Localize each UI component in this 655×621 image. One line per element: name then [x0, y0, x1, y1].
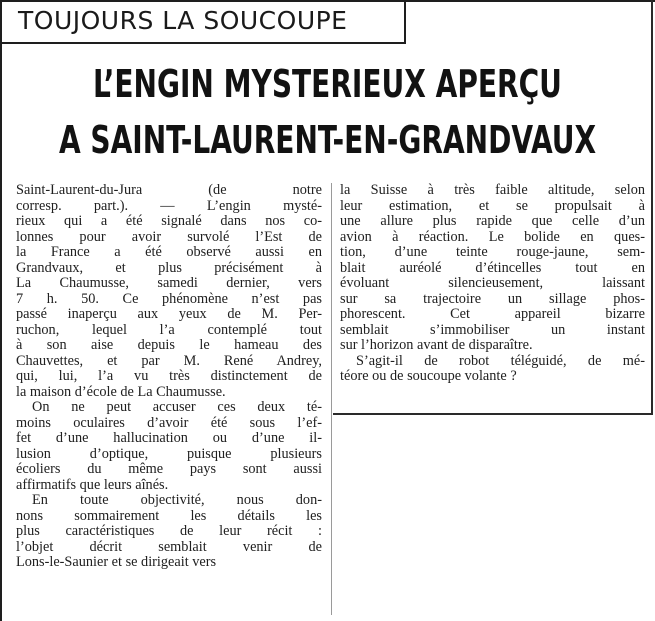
article-line: tion, d’une teinte rouge-jaune, sem- — [340, 245, 645, 260]
article-line: qui, lui, l’a vu très distinctement de — [16, 369, 322, 384]
article-line: corresp. part.). — L’engin mysté- — [16, 198, 322, 214]
article-line: évoluant silencieusement, laissant — [340, 276, 645, 291]
article-line: fet d’une hallucination ou d’une il- — [16, 431, 322, 446]
rubric-box — [2, 2, 406, 44]
article-line: rieux qui a été signalé dans nos co- — [16, 214, 322, 229]
frame-right-rule — [651, 0, 653, 414]
article-line: Grandvaux, et plus précisément à — [16, 260, 322, 276]
article-line: Chauvettes, et par M. René Andrey, — [16, 353, 322, 369]
article-line: moins oculaires d’avoir été sous l’ef- — [16, 415, 322, 431]
article-line: Lons-le-Saunier et se dirigeait vers — [16, 555, 217, 570]
article-line: leur estimation, et se propulsait à — [340, 198, 645, 214]
article-line: blait auréolé d’étincelles tout en — [340, 260, 645, 276]
article-line: La Chaumusse, samedi dernier, vers — [16, 276, 322, 291]
article-line: phorescent. Cet appareil bizarre — [340, 307, 645, 322]
article-line: On ne peut accuser ces deux té- — [32, 400, 322, 415]
article-line: sur l’horizon avant de disparaître. — [340, 338, 533, 353]
article-line: sur sa trajectoire un sillage phos- — [340, 291, 645, 307]
article-line: la Suisse à très faible altitude, selon — [340, 183, 645, 198]
article-line: à son aise depuis le hameau des — [16, 338, 322, 353]
article-line: la France a été observé aussi en — [16, 245, 322, 260]
article-line: S’agit-il de robot téléguidé, de mé- — [356, 353, 645, 369]
column-end-rule — [333, 413, 653, 415]
article-line: ruchon, lequel l’a contemplé tout — [16, 322, 322, 338]
article-line: la maison d’école de La Chaumusse. — [16, 384, 226, 400]
article-line: 7 h. 50. Ce phénomène n’est pas — [16, 291, 322, 307]
rubric-title: TOUJOURS LA SOUCOUPE — [18, 6, 348, 35]
column-divider — [331, 183, 332, 615]
article-line: lonnes pour avoir survolé l’Est de — [16, 229, 322, 245]
article-line: une allure plus rapide que celle d’un — [340, 214, 645, 229]
article-line: En toute objectivité, nous don- — [32, 493, 322, 508]
article-line: l’objet décrit semblait venir de — [16, 539, 322, 555]
blank-area — [335, 416, 655, 621]
article-line: passé inaperçu aux yeux de M. Per- — [16, 307, 322, 322]
article-line: semblait s’immobiliser un instant — [340, 322, 645, 338]
article-line: avion à réaction. Le bolide en ques- — [340, 229, 645, 245]
headline-line-1: L’ENGIN MYSTERIEUX APERÇU — [93, 62, 562, 106]
article-column-right — [340, 183, 645, 385]
article-line: écoliers du même pays sont aussi — [16, 462, 322, 477]
headline-line-2: A SAINT-LAURENT-EN-GRANDVAUX — [58, 118, 597, 162]
article-line: téore ou de soucoupe volante ? — [340, 369, 517, 384]
article-line: plus caractéristiques de leur récit : — [16, 524, 322, 539]
article-line: Saint-Laurent-du-Jura (de notre — [16, 183, 322, 198]
frame-left-rule — [0, 0, 2, 621]
article-line: nons sommairement les détails les — [16, 508, 322, 524]
article-line: affirmatifs que leurs aînés. — [16, 477, 169, 493]
article-line: lusion d’optique, puisque plusieurs — [16, 446, 322, 462]
article-column-left — [16, 183, 322, 571]
